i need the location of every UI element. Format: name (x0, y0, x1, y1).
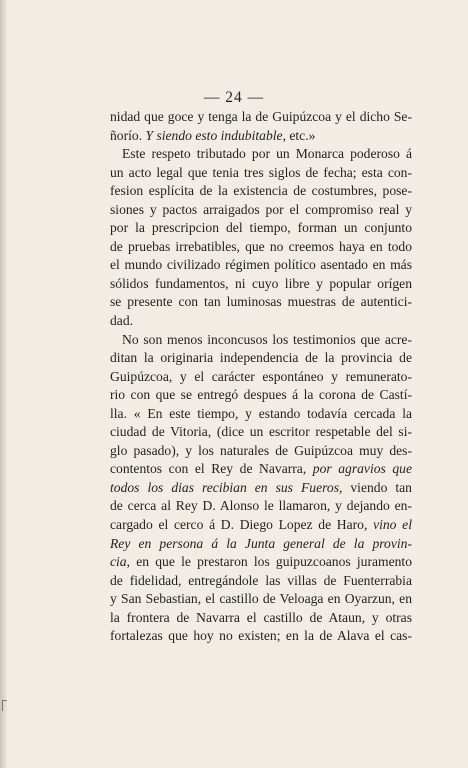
text-line (110, 460, 412, 479)
text-segment: se presente con tan luminosas muestras de autentici- (110, 294, 412, 310)
text-segment: de pruebas irrebatibles, que no creemos haya en todo (110, 238, 412, 254)
italic-text: Y siendo esto indubitable (145, 127, 283, 143)
text-line (110, 145, 412, 164)
text-line (110, 442, 412, 461)
text-segment: rio con que se entregó despues á la corona de Castí- (110, 387, 412, 403)
text-segment: un acto legal que tenia tres siglos de fecha; esta con- (110, 164, 412, 180)
text-segment: , en que le prestaron los guipuzcoanos juramento (126, 554, 412, 570)
text-segment: contentos con el Rey de Navarra, (110, 461, 313, 477)
italic-text: Rey en persona á la Junta general de la provin- (110, 535, 412, 551)
italic-text: todos los dias recibian en sus Fueros (110, 479, 339, 495)
text-line (110, 164, 412, 183)
text-line (110, 312, 412, 331)
margin-mark (2, 700, 7, 711)
text-segment: fortalezas que hoy no existen; en la de Alava el cas- (110, 628, 412, 644)
text-line (110, 331, 412, 350)
text-segment: siones y pactos arraigados por el compromiso real y (110, 201, 412, 217)
text-segment: sólidos fundamentos, ni cuyo libre y popular orígen (110, 275, 412, 291)
text-segment: de fidelidad, entregándole las villas de Fuenterrabia (110, 572, 412, 588)
text-line (110, 108, 412, 127)
text-line (110, 127, 412, 146)
italic-text: vino el (373, 517, 412, 533)
text-line (110, 182, 412, 201)
text-segment: el mundo civilizado régimen político asentado en más (110, 257, 412, 273)
text-line (110, 553, 412, 572)
text-segment: nidad que goce y tenga la de Guipúzcoa y el dicho Se- (110, 109, 412, 124)
text-segment: ditan la originaria independencia de la provincia de (110, 350, 412, 366)
italic-text: cia (110, 554, 127, 570)
text-line (110, 572, 412, 591)
text-segment: y San Sebastian, el castillo de Veloaga en Oyarzun, en (110, 591, 412, 607)
text-segment: cargado el cerco á D. Diego Lopez de Haro, (110, 517, 374, 533)
text-line (110, 590, 412, 609)
text-line (110, 293, 412, 312)
text-line (110, 479, 412, 498)
text-segment: Guipúzcoa, y el carácter espontáneo y remunerato- (110, 368, 412, 384)
text-segment: de cerca al Rey D. Alonso le llamaron, y dejando en- (110, 498, 412, 514)
page-edge (0, 0, 7, 768)
italic-text: por agravios que (312, 461, 413, 477)
text-line (110, 256, 412, 275)
text-segment: , viendo tan (338, 479, 412, 495)
text-line (110, 219, 412, 238)
text-line (110, 609, 412, 628)
text-segment: glo pasado), y los naturales de Guipúzcoa muy des- (110, 442, 412, 458)
text-line (110, 201, 412, 220)
text-segment: dad. (110, 313, 134, 329)
text-segment: ciudad de Vitoria, (dice un escritor respetable del si- (110, 424, 412, 440)
text-segment: la frontera de Navarra el castillo de Ataun, y otras (110, 609, 412, 625)
text-segment: lla. « En este tiempo, y estando todavía cercada la (110, 405, 412, 421)
page-number: — 24 — (203, 89, 265, 106)
text-line (110, 238, 412, 257)
text-line (110, 405, 412, 424)
text-segment: Este respeto tributado por un Monarca poderoso á (122, 146, 412, 162)
text-segment: fesion esplícita de la existencia de costumbres, pose- (110, 183, 412, 199)
text-line (110, 349, 412, 368)
text-line (110, 535, 412, 554)
text-line (110, 497, 412, 516)
text-segment: ñorío. (110, 127, 146, 143)
body-text (110, 108, 412, 646)
text-line (110, 423, 412, 442)
text-segment: , etc.» (282, 127, 316, 143)
text-line (110, 275, 412, 294)
text-line (110, 386, 412, 405)
text-line (110, 627, 412, 646)
text-line (110, 516, 412, 535)
text-segment: por la prescripcion del tiempo, forman un conjunto (110, 220, 412, 236)
text-line (110, 368, 412, 387)
text-segment: No son menos inconcusos los testimonios que acre- (122, 331, 412, 347)
